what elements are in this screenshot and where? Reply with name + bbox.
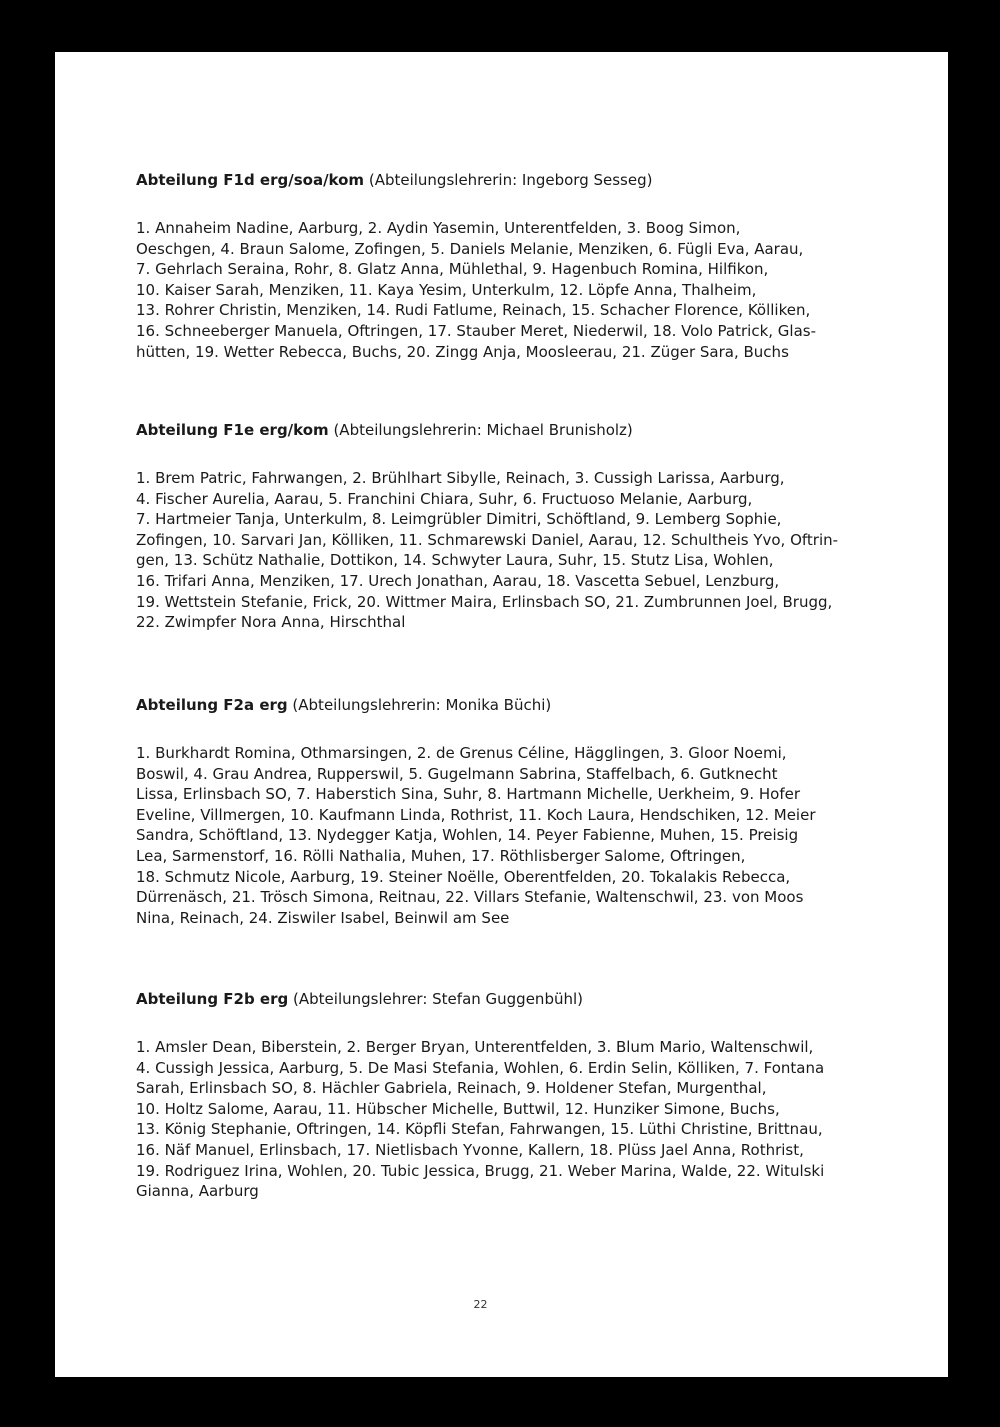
student-list	[136, 743, 876, 928]
student-list	[136, 468, 876, 633]
class-section-f2b	[136, 989, 876, 1202]
section-title: Abteilung F2a erg	[136, 696, 288, 714]
list-line: Sarah, Erlinsbach SO, 8. Hächler Gabriela, Reinach, 9. Holdener Stefan, Murgenthal,	[136, 1079, 767, 1098]
list-line: 1. Annaheim Nadine, Aarburg, 2. Aydin Yasemin, Unterentfelden, 3. Boog Simon,	[136, 219, 741, 237]
page-number: 22	[473, 1298, 488, 1311]
list-line: 10. Holtz Salome, Aarau, 11. Hübscher Michelle, Buttwil, 12. Hunziker Simone, Buchs,	[136, 1099, 780, 1118]
section-heading	[136, 170, 876, 190]
list-line: 7. Hartmeier Tanja, Unterkulm, 8. Leimgrübler Dimitri, Schöftland, 9. Lemberg Sophie,	[136, 510, 782, 529]
section-title: Abteilung F1d erg/soa/kom	[136, 171, 365, 189]
list-line: gen, 13. Schütz Nathalie, Dottikon, 14. Schwyter Laura, Suhr, 15. Stutz Lisa, Wohlen,	[136, 551, 774, 570]
list-line: 4. Cussigh Jessica, Aarburg, 5. De Masi Stefania, Wohlen, 6. Erdin Selin, Kölliken, 7. Fontana	[136, 1058, 825, 1077]
section-title: Abteilung F1e erg/kom	[136, 421, 329, 439]
list-line: Zofingen, 10. Sarvari Jan, Kölliken, 11. Schmarewski Daniel, Aarau, 12. Schultheis Yvo, Oftrin-	[136, 530, 839, 549]
list-line: Boswil, 4. Grau Andrea, Rupperswil, 5. Gugelmann Sabrina, Staffelbach, 6. Gutknecht	[136, 764, 778, 783]
list-line: 10. Kaiser Sarah, Menziken, 11. Kaya Yesim, Unterkulm, 12. Löpfe Anna, Thalheim,	[136, 280, 757, 299]
list-line: 4. Fischer Aurelia, Aarau, 5. Franchini Chiara, Suhr, 6. Fructuoso Melanie, Aarburg,	[136, 489, 753, 508]
list-line: 13. Rohrer Christin, Menziken, 14. Rudi Fatlume, Reinach, 15. Schacher Florence, Kölliken,	[136, 301, 811, 320]
list-line: 16. Trifari Anna, Menziken, 17. Urech Jonathan, Aarau, 18. Vascetta Sebuel, Lenzburg,	[136, 571, 780, 590]
section-teacher: (Abteilungslehrerin: Ingeborg Sesseg)	[368, 171, 653, 189]
list-line: Lea, Sarmenstorf, 16. Rölli Nathalia, Muhen, 17. Röthlisberger Salome, Oftringen,	[136, 846, 746, 865]
section-heading	[136, 420, 876, 440]
list-line: 7. Gehrlach Seraina, Rohr, 8. Glatz Anna, Mühlethal, 9. Hagenbuch Romina, Hilfikon,	[136, 260, 769, 279]
list-line: 18. Schmutz Nicole, Aarburg, 19. Steiner Noëlle, Oberentfelden, 20. Tokalakis Rebecca,	[136, 867, 791, 886]
list-line: 13. König Stephanie, Oftringen, 14. Köpfli Stefan, Fahrwangen, 15. Lüthi Christine, Brittnau,	[136, 1120, 823, 1139]
list-line: 16. Näf Manuel, Erlinsbach, 17. Nietlisbach Yvonne, Kallern, 18. Plüss Jael Anna, Rothrist,	[136, 1140, 804, 1159]
list-line: Lissa, Erlinsbach SO, 7. Haberstich Sina, Suhr, 8. Hartmann Michelle, Uerkheim, 9. Hofer	[136, 785, 800, 804]
section-teacher: (Abteilungslehrerin: Michael Brunisholz)	[333, 421, 633, 439]
list-line: 22. Zwimpfer Nora Anna, Hirschthal	[136, 613, 406, 632]
list-line: 1. Burkhardt Romina, Othmarsingen, 2. de Grenus Céline, Hägglingen, 3. Gloor Noemi,	[136, 744, 787, 762]
section-title: Abteilung F2b erg	[136, 990, 289, 1008]
list-line: Eveline, Villmergen, 10. Kaufmann Linda, Rothrist, 11. Koch Laura, Hendschiken, 12. Meier	[136, 805, 816, 824]
list-line: 1. Brem Patric, Fahrwangen, 2. Brühlhart Sibylle, Reinach, 3. Cussigh Larissa, Aarburg,	[136, 469, 785, 487]
list-line: 19. Wettstein Stefanie, Frick, 20. Wittmer Maira, Erlinsbach SO, 21. Zumbrunnen Joel, Brugg,	[136, 592, 833, 611]
section-heading	[136, 695, 876, 715]
list-line: Oeschgen, 4. Braun Salome, Zofingen, 5. Daniels Melanie, Menziken, 6. Fügli Eva, Aarau,	[136, 239, 804, 258]
list-line: Gianna, Aarburg	[136, 1182, 259, 1201]
list-line: Dürrenäsch, 21. Trösch Simona, Reitnau, 22. Villars Stefanie, Waltenschwil, 23. von Moos	[136, 888, 804, 907]
list-line: Nina, Reinach, 24. Ziswiler Isabel, Beinwil am See	[136, 908, 510, 927]
class-section-f2a	[136, 695, 876, 928]
list-line: 16. Schneeberger Manuela, Oftringen, 17. Stauber Meret, Niederwil, 18. Volo Patrick, Glas-	[136, 321, 817, 340]
student-list	[136, 218, 876, 362]
list-line: 1. Amsler Dean, Biberstein, 2. Berger Bryan, Unterentfelden, 3. Blum Mario, Waltenschwil,	[136, 1038, 814, 1056]
list-line: hütten, 19. Wetter Rebecca, Buchs, 20. Zingg Anja, Moosleerau, 21. Züger Sara, Buchs	[136, 342, 789, 361]
student-list	[136, 1037, 876, 1202]
section-teacher: (Abteilungslehrer: Stefan Guggenbühl)	[293, 990, 583, 1008]
class-section-f1e	[136, 420, 876, 633]
section-teacher: (Abteilungslehrerin: Monika Büchi)	[292, 696, 552, 714]
section-heading	[136, 989, 876, 1009]
list-line: Sandra, Schöftland, 13. Nydegger Katja, Wohlen, 14. Peyer Fabienne, Muhen, 15. Preisig	[136, 826, 799, 845]
class-section-f1d	[136, 170, 876, 362]
document-page	[55, 52, 948, 1377]
list-line: 19. Rodriguez Irina, Wohlen, 20. Tubic Jessica, Brugg, 21. Weber Marina, Walde, 22. Witulski	[136, 1161, 825, 1180]
